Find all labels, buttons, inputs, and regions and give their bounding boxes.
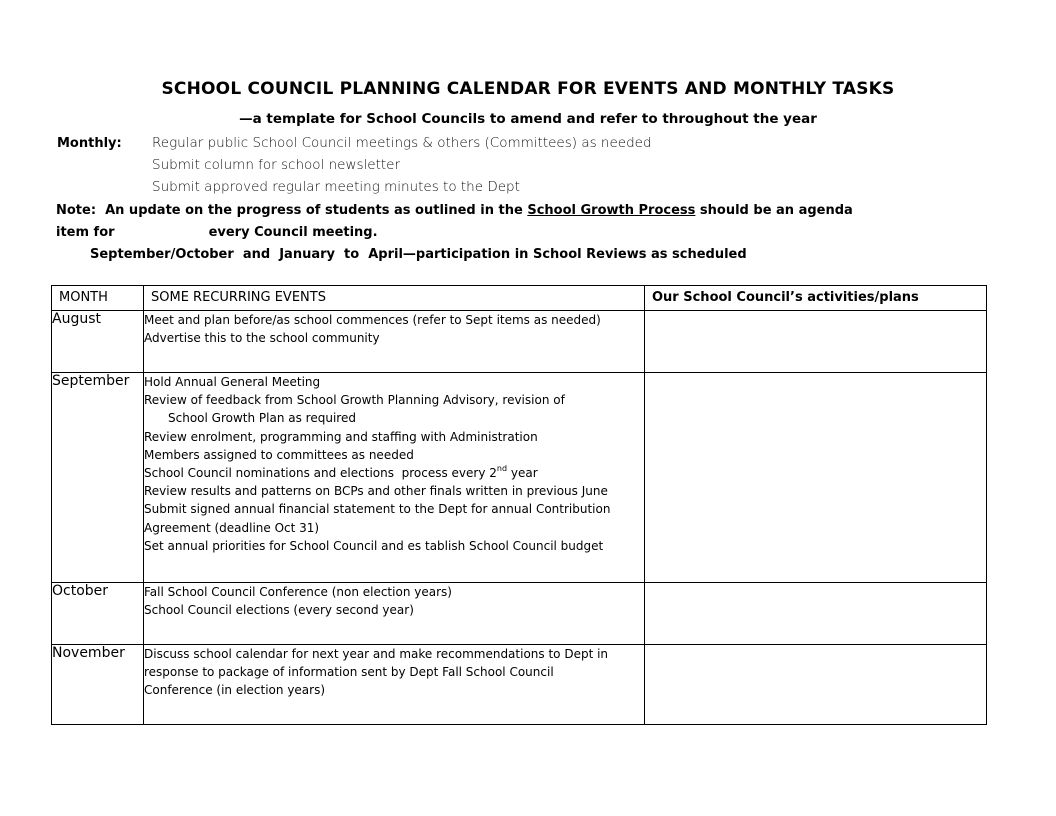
events-cell (144, 583, 645, 645)
header-council-plans: Our School Council’s activities/plans (645, 286, 987, 311)
event-text: School Council nominations and elections process every 2 (144, 466, 497, 481)
table-header-row (52, 286, 987, 311)
event-item: Conference (in election years) (144, 683, 326, 698)
event-item: Meet and plan before/as school commences (refer to Sept items as needed) (144, 313, 601, 327)
plans-cell[interactable] (645, 373, 987, 583)
note-line-2 (56, 225, 378, 240)
plans-cell[interactable] (645, 311, 987, 373)
header-recurring-events: SOME RECURRING EVENTS (144, 286, 645, 311)
month-cell: October (52, 583, 144, 645)
plans-cell[interactable] (645, 583, 987, 645)
event-item: Fall School Council Conference (non election years) (144, 585, 452, 599)
ordinal-suffix: nd (496, 464, 508, 474)
note-text: Note: An update on the progress of students as outlined in the (56, 203, 528, 218)
event-item: Review enrolment, programming and staffing with Administration (144, 429, 538, 444)
note-text: should be an agenda (695, 203, 853, 218)
event-item: School Growth Plan as required (168, 411, 356, 426)
event-item: response to package of information sent by Dept Fall School Council (144, 665, 554, 680)
monthly-item: Submit column for school newsletter (152, 157, 401, 173)
events-cell (144, 373, 645, 583)
month-cell: November (52, 645, 144, 725)
month-cell: September (52, 373, 144, 583)
plans-cell[interactable] (645, 645, 987, 725)
event-item (144, 464, 644, 482)
event-item: Discuss school calendar for next year and make recommendations to Dept in (144, 647, 609, 661)
event-text: year (507, 466, 538, 481)
note-line-3: September/October and January to April—participation in School Reviews as scheduled (90, 247, 747, 262)
header-month: MONTH (52, 286, 144, 311)
school-growth-process-link[interactable]: School Growth Process (527, 203, 696, 218)
note-text: item for (56, 225, 115, 240)
event-item: Agreement (deadline Oct 31) (144, 520, 320, 535)
events-cell (144, 645, 645, 725)
monthly-item: Regular public School Council meetings & others (Committees) as needed (152, 135, 652, 151)
event-item: Review of feedback from School Growth Planning Advisory, revision of (144, 393, 565, 408)
event-item: Submit signed annual financial statement to the Dept for annual Contribution (144, 502, 611, 517)
table-row (52, 583, 987, 645)
event-item: Advertise this to the school community (144, 331, 380, 346)
event-item: Review results and patterns on BCPs and other finals written in previous June (144, 484, 608, 499)
event-item: Members assigned to committees as needed (144, 447, 414, 462)
monthly-item: Submit approved regular meeting minutes to the Dept (152, 179, 520, 195)
document-title: SCHOOL COUNCIL PLANNING CALENDAR FOR EVENTS AND MONTHLY TASKS (161, 79, 895, 99)
event-item: School Council elections (every second year) (144, 603, 414, 618)
table-row (52, 645, 987, 725)
month-cell: August (52, 311, 144, 373)
event-item: Hold Annual General Meeting (144, 375, 321, 389)
monthly-label: Monthly: (57, 136, 122, 151)
event-item: Set annual priorities for School Council and es tablish School Council budget (144, 538, 604, 553)
note-line-1 (56, 203, 853, 218)
note-text: every Council meeting. (208, 225, 378, 240)
table-row (52, 373, 987, 583)
events-cell (144, 311, 645, 373)
table-row (52, 311, 987, 373)
document-subtitle: —a template for School Councils to amend and refer to throughout the year (239, 111, 817, 127)
planning-calendar-table (51, 285, 987, 725)
